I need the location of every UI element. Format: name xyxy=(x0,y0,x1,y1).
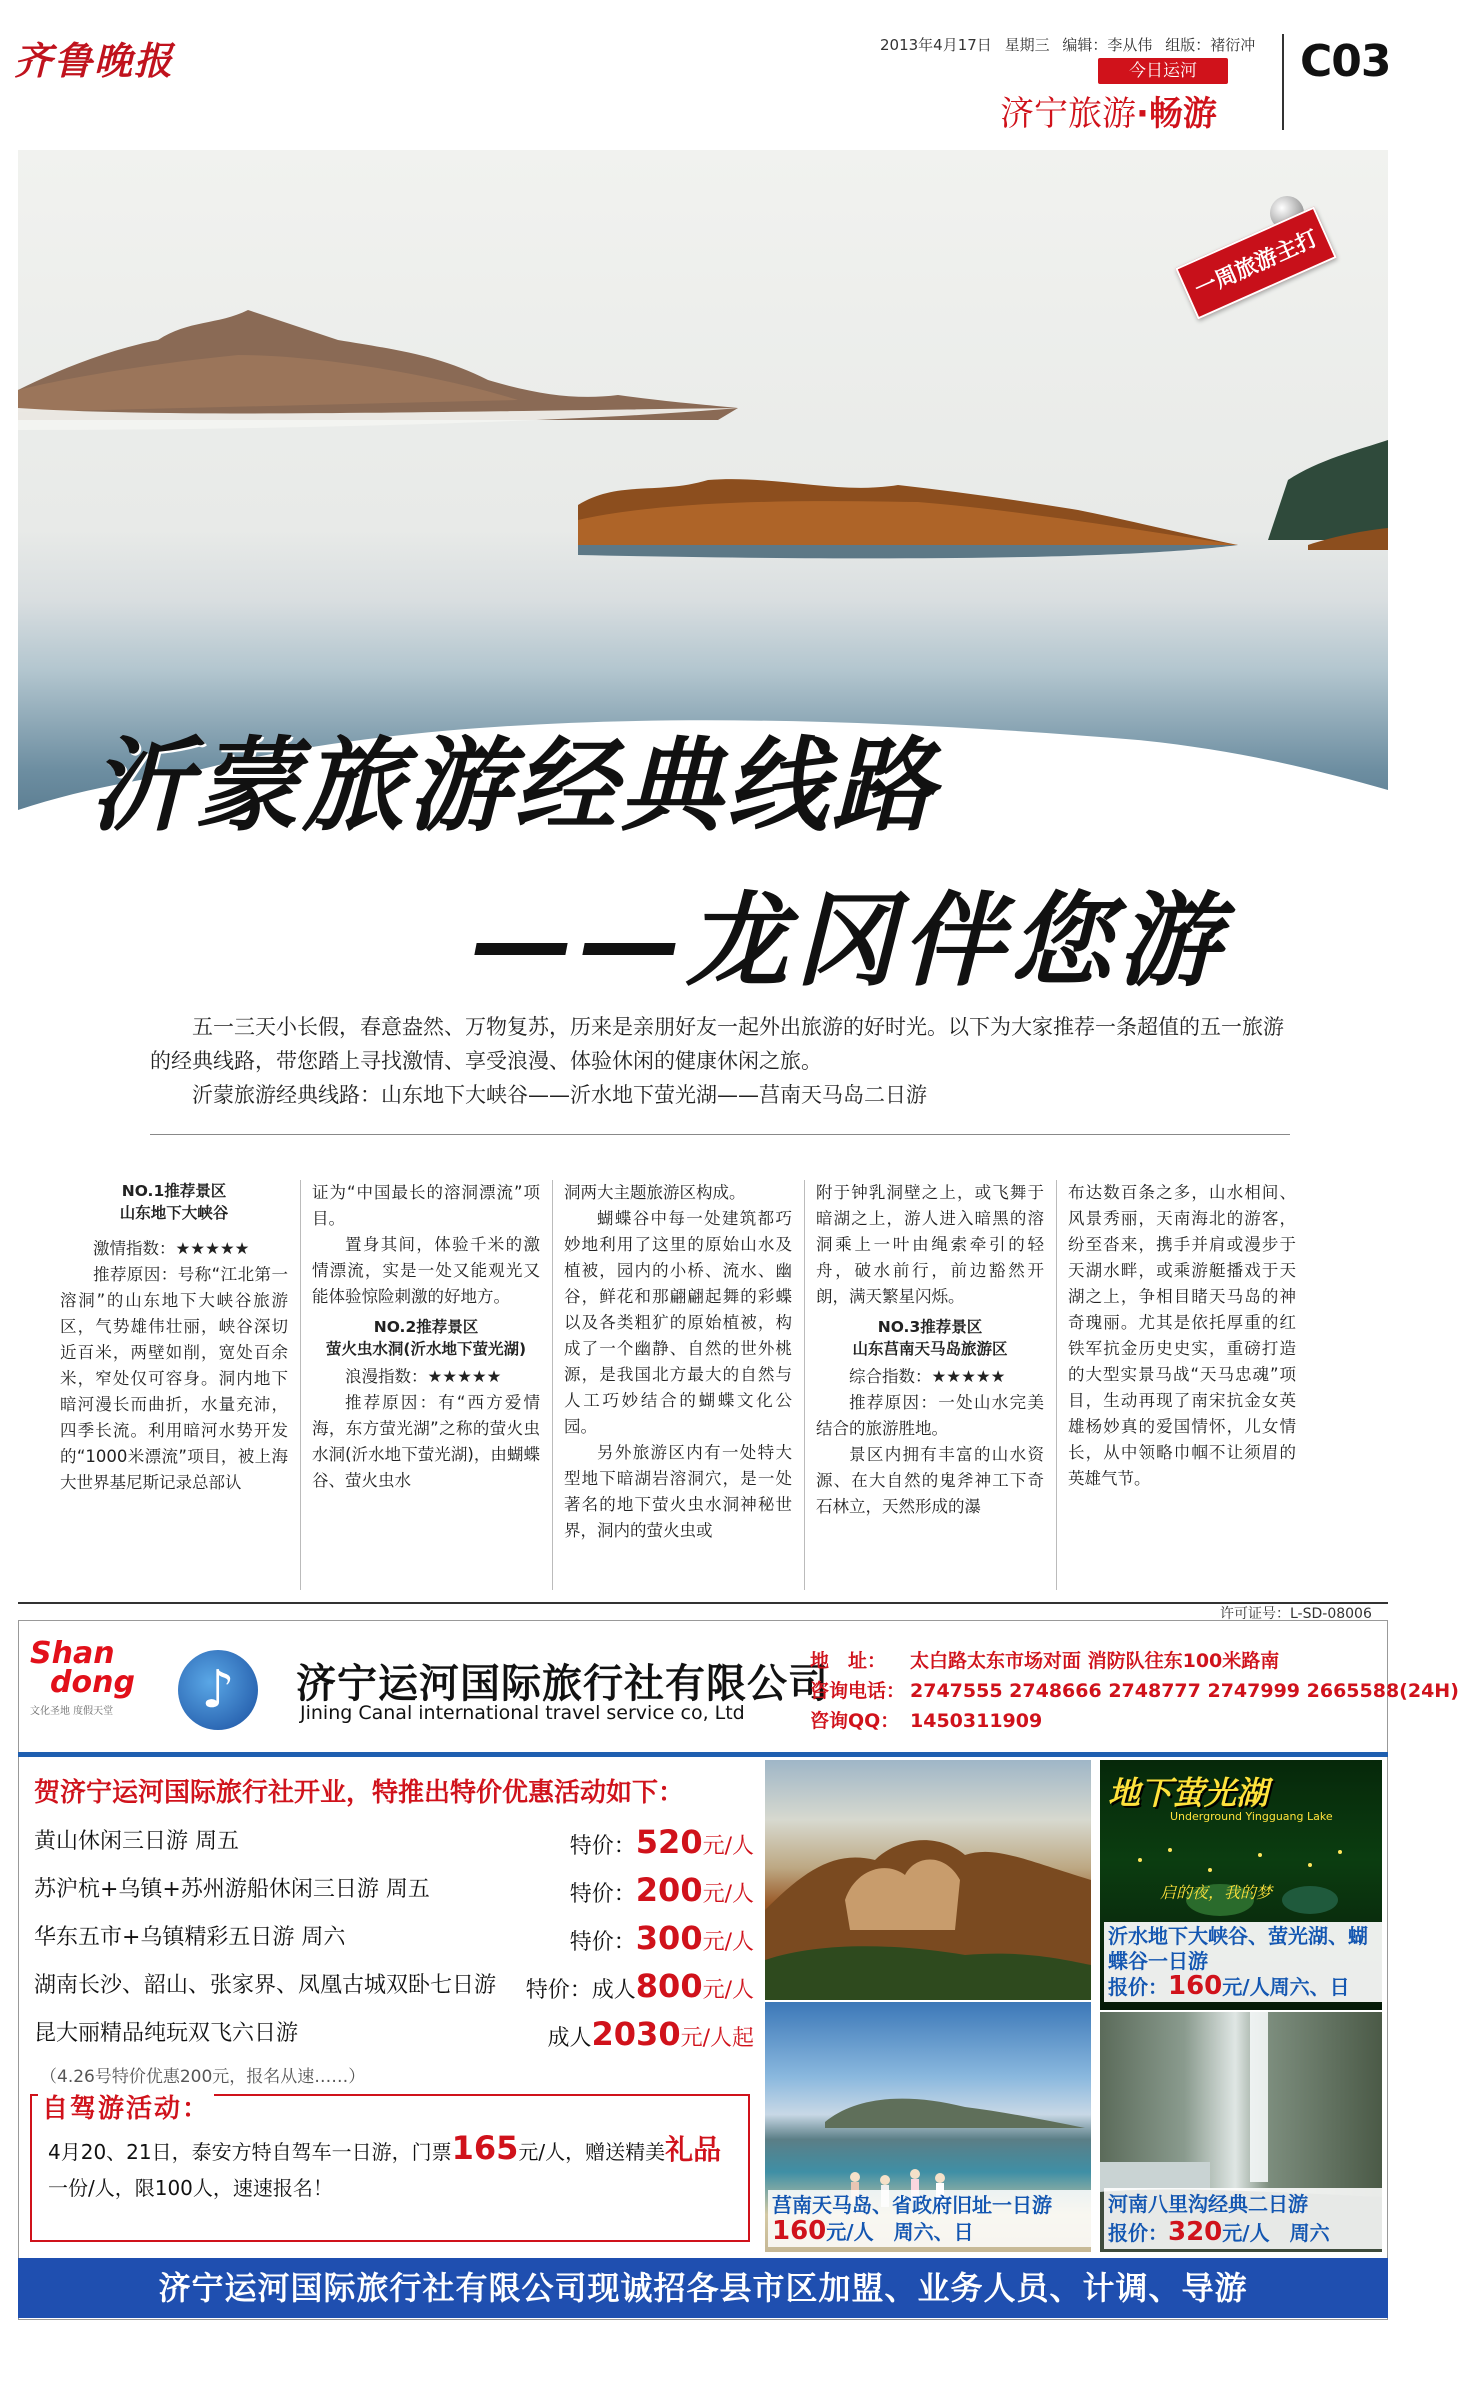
ph3-caption-3: 元/人周六、日 xyxy=(1222,1975,1350,1999)
layout-editor: 组版：褚衍冲 xyxy=(1165,36,1256,54)
tour-price-value: 800 xyxy=(635,1967,703,2005)
contact-qq-value: 1450311909 xyxy=(910,1710,1043,1732)
intro-divider xyxy=(150,1134,1290,1135)
weekly-feature-ribbon: 一周旅游主打 xyxy=(1175,207,1337,320)
promo-title: 贺济宁运河国际旅行社开业，特推出特价优惠活动如下： xyxy=(34,1778,685,1808)
ph4-caption-2: 报价： xyxy=(1108,2221,1168,2245)
tour-price xyxy=(526,1966,754,2011)
ph4-caption-3: 元/人 周六 xyxy=(1222,2221,1330,2245)
self-drive-text-2: 元/人，赠送精美 xyxy=(518,2140,666,2164)
company-name-en: Jining Canal international travel service co, Ltd xyxy=(300,1702,745,1724)
firefly-lake-logo-text: 地下萤光湖 xyxy=(1108,1774,1269,1812)
header-divider xyxy=(1282,34,1284,130)
waterfall-caption xyxy=(1104,2188,1382,2249)
tour-price-unit: 元/人 xyxy=(702,1978,754,2003)
headline-sub: ——龙冈伴您游 xyxy=(470,881,1226,1001)
issue-meta xyxy=(880,34,1255,55)
ph2-caption-2: 元/人 周六、日 xyxy=(826,2220,974,2244)
issue-date: 2013年4月17日 xyxy=(880,36,992,54)
tour-name: 黄山休闲三日游 周五 xyxy=(34,1829,239,1854)
tour-price xyxy=(548,2014,755,2059)
tour-price-unit: 元/人 xyxy=(702,1930,754,1955)
headline-main: 沂蒙旅游经典线路 xyxy=(90,726,938,846)
firefly-lake-logo-subtitle: Underground Yingguang Lake xyxy=(1170,1810,1333,1823)
self-drive-price: 165 xyxy=(451,2129,519,2167)
tour-price-unit: 元/人 xyxy=(702,1882,754,1907)
spot-3-index: 综合指数：★★★★★ xyxy=(849,1367,1006,1386)
col5-text: 布达数百条之多，山水相间、风景秀丽，天南海北的游客，纷至沓来，携手并肩或漫步于天湖水畔，或乘游艇播戏于天湖之上，争相目睹天马岛的神奇瑰丽。尤其是依托厚重的红铁军抗金历史史实，重磅打造的大型实景马战“天马忠魂”项目，生动再现了南宋抗金女英雄杨妙真的爱国情怀，儿女情长，从中领略巾帼不让须眉的英雄气节。 xyxy=(1068,1183,1296,1488)
spot-1-heading: NO.1推荐景区 xyxy=(121,1182,227,1200)
tour-price-value: 200 xyxy=(635,1871,703,1909)
col2-paragraph: 置身其间，体验千米的激情漂流，实是一处又能观光又能体验惊险刺激的好地方。 xyxy=(312,1235,540,1306)
ph2-price: 160 xyxy=(772,2216,827,2246)
section-name-main: 济宁旅游 xyxy=(1000,94,1136,134)
tour-price xyxy=(570,1918,754,1963)
contact-qq xyxy=(810,1706,1042,1733)
spot-2-name: 萤火虫水洞(沂水地下萤光湖) xyxy=(325,1340,527,1358)
tour-item xyxy=(34,1822,754,1862)
spot-1-name: 山东地下大峡谷 xyxy=(119,1204,229,1222)
recruitment-banner: 济宁运河国际旅行社有限公司现诚招各县市区加盟、业务人员、计调、导游 xyxy=(18,2258,1388,2318)
intro-route: 沂蒙旅游经典线路：山东地下大峡谷——沂水地下萤光湖——莒南天马岛二日游 xyxy=(192,1083,927,1107)
issue-weekday: 星期三 xyxy=(1004,36,1050,54)
tianma-island-caption xyxy=(768,2190,1092,2247)
spot-2-reason: 推荐原因：有“西方爱情海，东方萤光湖”之称的萤火虫水洞(沂水地下萤光湖)，由蝴蝶谷、萤火虫水 xyxy=(312,1393,540,1490)
self-drive-text xyxy=(48,2130,738,2206)
self-drive-title: 自驾游活动： xyxy=(38,2088,214,2125)
shandong-logo-tagline: 文化圣地 度假天堂 xyxy=(30,1706,114,1717)
article-column-5 xyxy=(1068,1180,1296,1590)
col4-paragraph: 景区内拥有丰富的山水资源、在大自然的鬼斧神工下奇石林立，天然形成的瀑 xyxy=(816,1445,1044,1516)
shandong-logo xyxy=(30,1636,160,1716)
ph4-price: 320 xyxy=(1168,2217,1223,2247)
col3-text: 洞两大主题旅游区构成。 xyxy=(564,1183,746,1202)
col2-text: 证为“中国最长的溶洞漂流”项目。 xyxy=(312,1183,540,1228)
tour-price xyxy=(570,1870,754,1915)
ph3-caption-1: 沂水地下大峡谷、萤光湖、蝴蝶谷一日游 xyxy=(1108,1924,1368,1973)
tour-item xyxy=(34,1870,754,1910)
article-column-4 xyxy=(816,1180,1044,1590)
tour-price-prefix: 特价： xyxy=(569,1882,636,1907)
spot-1-reason: 推荐原因：号称“江北第一溶洞”的山东地下大峡谷旅游区，气势雄伟壮丽，峡谷深切近百米，两壁如削，宽处百余米，窄处仅可容身。洞内地下暗河漫长而曲折，水量充沛，四季长流。利用暗河水势开发的“1000米漂流”项目，被上海大世界基尼斯记录总部认 xyxy=(60,1265,288,1492)
contact-phone-label: 咨询电话： xyxy=(810,1680,906,1702)
article-bottom-rule xyxy=(18,1602,1388,1604)
tour-price-unit: 元/人起 xyxy=(680,2026,754,2051)
contact-qq-label: 咨询QQ： xyxy=(810,1710,900,1732)
ad-blue-band xyxy=(18,1752,1388,1757)
tour-item xyxy=(34,1918,754,1958)
license-number: 许可证号：L-SD-08006 xyxy=(1220,1606,1372,1622)
masthead: 齐鲁晚报 xyxy=(14,38,175,83)
tour-price-prefix: 成人 xyxy=(547,2026,592,2051)
firefly-lake-caption xyxy=(1104,1922,1382,2002)
spot-2-index: 浪漫指数：★★★★★ xyxy=(345,1367,502,1386)
shandong-logo-text-1: Shan xyxy=(30,1636,115,1671)
tour-item xyxy=(34,2014,754,2054)
contact-address-value: 太白路太东市场对面 消防队往东100米路南 xyxy=(910,1650,1280,1672)
ph2-caption-1: 莒南天马岛、省政府旧址一日游 xyxy=(772,2193,1052,2217)
tour-name: 华东五市+乌镇精彩五日游 周六 xyxy=(34,1925,346,1950)
company-name-cn: 济宁运河国际旅行社有限公司 xyxy=(296,1661,829,1707)
tour-price-value: 520 xyxy=(635,1823,703,1861)
rock-mountain-photo xyxy=(765,1760,1091,2000)
section-tag: 今日运河 xyxy=(1098,58,1228,84)
contact-address-label: 地 址： xyxy=(810,1650,887,1672)
spot-3-name: 山东莒南天马岛旅游区 xyxy=(852,1340,1008,1358)
column-divider xyxy=(300,1180,301,1590)
intro-paragraph: 五一三天小长假，春意盎然、万物复苏，历来是亲朋好友一起外出旅游的好时光。以下为大家推荐一条超值的五一旅游的经典线路，带您踏上寻找激情、享受浪漫、体验休闲的健康休闲之旅。 xyxy=(150,1015,1284,1073)
intro-text xyxy=(150,1010,1290,1112)
section-name xyxy=(1000,86,1217,135)
column-divider xyxy=(804,1180,805,1590)
ph4-caption-1: 河南八里沟经典二日游 xyxy=(1108,2192,1308,2216)
tour-price-unit: 元/人 xyxy=(702,1834,754,1859)
self-drive-gift: 礼品 xyxy=(665,2133,722,2166)
col3-paragraph: 蝴蝶谷中每一处建筑都巧妙地利用了这里的原始山水及植被，园内的小桥、流水、幽谷，鲜花和那翩翩起舞的彩蝶以及各类粗犷的原始植被，构成了一个幽静、自然的世外桃源，是我国北方最大的自然与人工巧妙结合的蝴蝶文化公园。 xyxy=(564,1209,792,1436)
contact-address xyxy=(810,1646,1279,1673)
self-drive-text-1: 4月20、21日，泰安方特自驾车一日游，门票 xyxy=(48,2140,452,2164)
ph3-price: 160 xyxy=(1168,1971,1223,2001)
tour-price-prefix: 特价： xyxy=(569,1930,636,1955)
tour-price xyxy=(570,1822,754,1867)
column-divider xyxy=(1056,1180,1057,1590)
tour-price-prefix: 特价： xyxy=(569,1834,636,1859)
tour-name: 昆大丽精品纯玩双飞六日游 xyxy=(34,2021,299,2046)
col4-text: 附于钟乳洞壁之上，或飞舞于暗湖之上，游人进入暗黑的溶洞乘上一叶由绳索牵引的轻舟，破水前行，前边豁然开朗，满天繁星闪烁。 xyxy=(816,1183,1044,1306)
page-number: C03 xyxy=(1300,36,1391,87)
self-drive-text-3: 一份/人，限100人，速速报名！ xyxy=(48,2176,333,2200)
tour-name: 苏沪杭+乌镇+苏州游船休闲三日游 周五 xyxy=(34,1877,430,1902)
contact-phone-value: 2747555 2748666 2748777 2747999 2665588(24H) xyxy=(910,1680,1459,1702)
company-logo-icon: ♪ xyxy=(178,1650,258,1730)
col3-paragraph-2: 另外旅游区内有一处特大型地下暗湖岩溶洞穴，是一处著名的地下萤火虫水洞神秘世界，洞内的萤火虫或 xyxy=(564,1443,792,1540)
contact-phone xyxy=(810,1676,1459,1703)
tour-price-value: 2030 xyxy=(591,2015,681,2053)
tour-price-prefix: 特价：成人 xyxy=(525,1978,636,2003)
article-column-3 xyxy=(564,1180,792,1590)
tour-name: 湖南长沙、韶山、张家界、凤凰古城双卧七日游 xyxy=(34,1973,497,1998)
spot-2-heading: NO.2推荐景区 xyxy=(373,1318,479,1336)
column-divider xyxy=(552,1180,553,1590)
article-column-1 xyxy=(60,1180,288,1590)
spot-1-index: 激情指数：★★★★★ xyxy=(93,1239,250,1258)
rock-mountain-illustration xyxy=(765,1760,1091,2000)
ph3-caption-2: 报价： xyxy=(1108,1975,1168,1999)
section-name-bold: ·畅游 xyxy=(1136,94,1217,134)
shandong-logo-text-2: dong xyxy=(50,1665,135,1700)
tour-note: （4.26号特价优惠200元，报名从速……） xyxy=(40,2067,366,2087)
spot-3-heading: NO.3推荐景区 xyxy=(877,1318,983,1336)
tour-price-value: 300 xyxy=(635,1919,703,1957)
article-column-2 xyxy=(312,1180,540,1590)
tour-item xyxy=(34,1966,754,2006)
spot-3-reason: 推荐原因：一处山水完美结合的旅游胜地。 xyxy=(816,1393,1044,1438)
firefly-lake-slogan: 启的夜，我的梦 xyxy=(1160,1883,1273,1902)
editor: 编辑：李从伟 xyxy=(1062,36,1153,54)
